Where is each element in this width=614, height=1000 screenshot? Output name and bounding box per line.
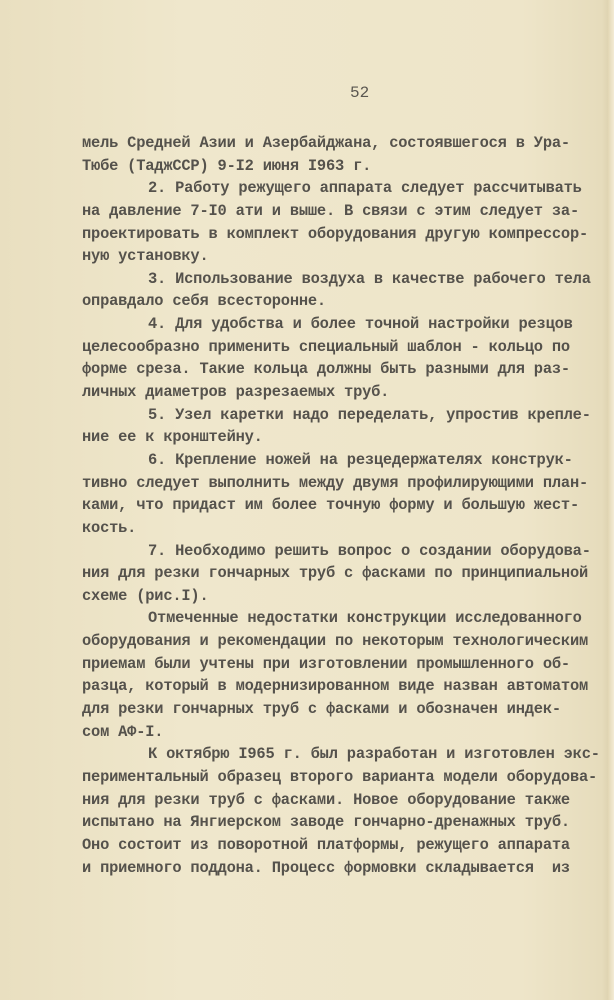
text-line: оборудования и рекомендации по некоторым технологическим [82,632,589,651]
text-line: тивно следует выполнить между двумя профилирующими план- [82,473,589,492]
text-line: периментальный образец второго варианта модели оборудова- [82,767,598,786]
text-line: схеме (рис.I). [82,586,209,605]
text-line: на давление 7-I0 ати и выше. В связи с этим следует за- [82,201,579,220]
text-line: ками, что придаст им более точную форму и большую жест- [82,496,579,515]
text-line: ния для резки гончарных труб с фасками по принципиальной [82,564,589,583]
text-line: сом АФ-I. [82,722,164,741]
text-line: ние ее к кронштейну. [82,428,263,447]
text-line: личных диаметров разрезаемых труб. [82,383,390,402]
text-line: форме среза. Такие кольца должны быть разными для раз- [82,360,570,379]
paragraph-first-line: Отмеченные недостатки конструкции исследованного [148,609,582,628]
text-line: разца, который в модернизированном виде назван автоматом [82,677,589,696]
text-line: Тюбе (ТаджССР) 9-I2 июня I963 г. [82,156,372,175]
text-line: для резки гончарных труб с фасками и обозначен индек- [82,700,561,719]
text-line: приемам были учтены при изготовлении промышленного об- [82,654,570,673]
page-number: 52 [350,84,370,102]
text-line: кость. [82,518,137,537]
text-line: Оно состоит из поворотной платформы, режущего аппарата [82,835,570,854]
text-line: оправдало себя всесторонне. [82,292,326,311]
paragraph-first-line: 7. Необходимо решить вопрос о создании оборудова- [148,541,591,560]
text-line: и приемного поддона. Процесс формовки складывается из [82,858,570,877]
text-line: мель Средней Азии и Азербайджана, состоявшегося в Ура- [82,134,570,152]
paragraph-first-line: 6. Крепление ножей на резцедержателях конструк- [148,450,573,469]
text-line: ную установку. [82,247,209,266]
paragraph-first-line: 5. Узел каретки надо переделать, упростив крепле- [148,405,591,424]
paragraph-first-line: 2. Работу режущего аппарата следует рассчитывать [148,179,582,198]
document-body [82,132,612,879]
text-line: испытано на Янгиерском заводе гончарно-дренажных труб. [82,813,570,832]
paragraph-first-line: К октябрю I965 г. был разработан и изготовлен экс- [148,745,600,764]
text-line: ния для резки труб с фасками. Новое оборудование также [82,790,570,809]
text-line: целесообразно применить специальный шаблон - кольцо по [82,337,570,356]
paragraph-first-line: 4. Для удобства и более точной настройки резцов [148,315,573,334]
paragraph-first-line: 3. Использование воздуха в качестве рабочего тела [148,269,591,288]
text-line: проектировать в комплект оборудования другую компрессор- [82,224,589,243]
